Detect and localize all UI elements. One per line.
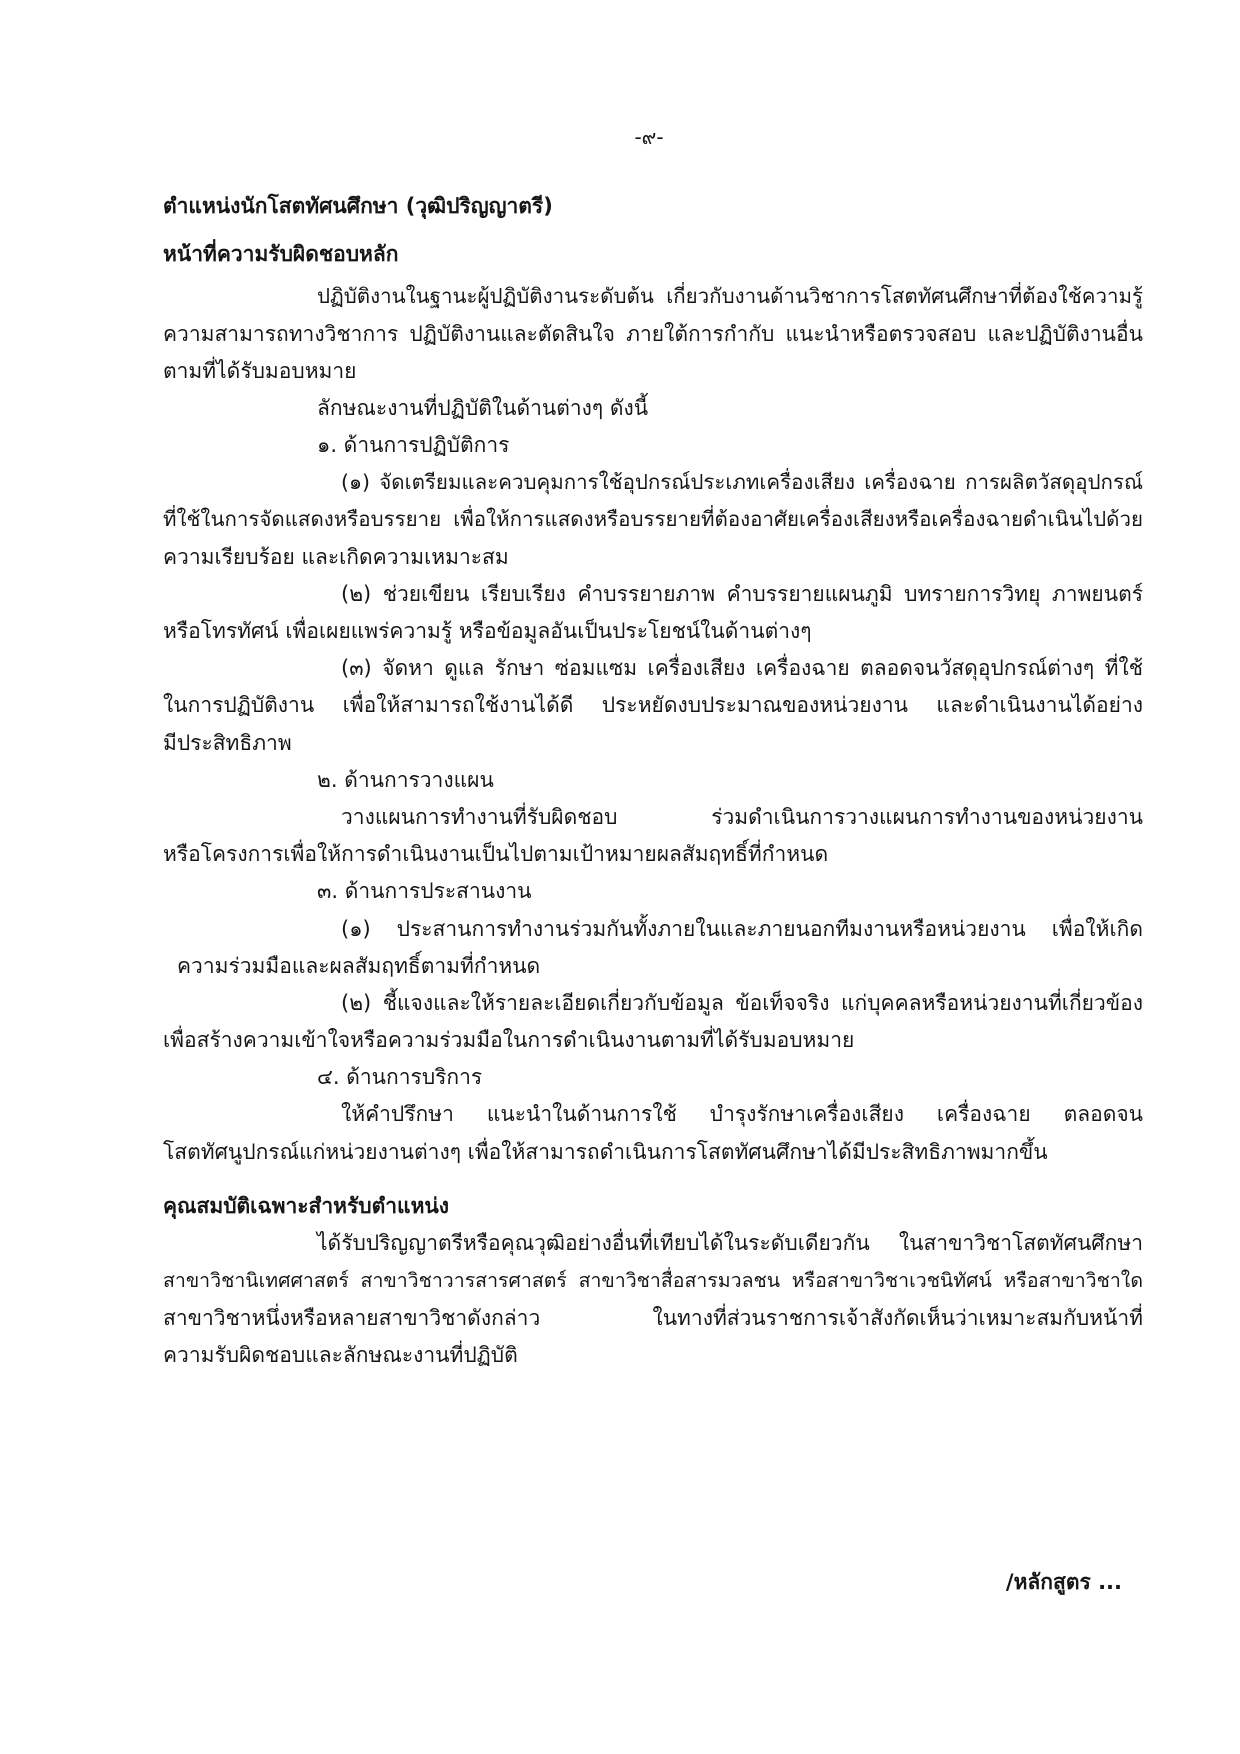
list-item-line: (๒) ช่วยเขียน เรียบเรียง คำบรรยายภาพ คำบรรยายแผนภูมิ บทรายการวิทยุ ภาพยนตร์: [341, 581, 1143, 606]
work-areas-intro: ลักษณะงานที่ปฏิบัติในด้านต่างๆ ดังนี้: [317, 395, 649, 420]
list-item: [163, 799, 1143, 873]
area-heading-operations: ๑. ด้านการปฏิบัติการ: [317, 433, 510, 458]
document-body: [163, 188, 1143, 1374]
list-item-line: เพื่อสร้างความเข้าใจหรือความร่วมมือในการดำเนินงานตามที่ได้รับมอบหมาย: [163, 1028, 855, 1053]
list-item-line: โสตทัศนูปกรณ์แก่หน่วยงานต่างๆ เพื่อให้สามารถดำเนินการโสตทัศนศึกษาได้มีประสิทธิภาพมากขึ้น: [163, 1139, 1048, 1164]
area-heading-service: ๔. ด้านการบริการ: [317, 1065, 483, 1090]
list-item-line: มีประสิทธิภาพ: [163, 730, 292, 755]
list-item: [163, 650, 1143, 762]
page-number: -๙-: [634, 125, 664, 149]
qualifications-line: สาขาวิชาหนึ่งหรือหลายสาขาวิชาดังกล่าว ในทางที่ส่วนราชการเจ้าสังกัดเห็นว่าเหมาะสมกับหน้าที่: [163, 1305, 1143, 1330]
qualifications-heading: คุณสมบัติเฉพาะสำหรับตำแหน่ง: [163, 1194, 450, 1219]
list-item: [163, 1096, 1143, 1170]
list-item-line: วางแผนการทำงานที่รับผิดชอบ ร่วมดำเนินการวางแผนการทำงานของหน่วยงาน: [341, 804, 1143, 829]
list-item-line: หรือโครงการเพื่อให้การดำเนินงานเป็นไปตามเป้าหมายผลสัมฤทธิ์ที่กำหนด: [163, 842, 829, 867]
responsibilities-intro: [163, 278, 1143, 390]
list-item: [163, 576, 1143, 650]
position-title: ตำแหน่งนักโสตทัศนศึกษา (วุฒิปริญญาตรี): [163, 194, 553, 218]
list-item-line: (๑) จัดเตรียมและควบคุมการใช้อุปกรณ์ประเภทเครื่องเสียง เครื่องฉาย การผลิตวัสดุอุปกรณ์: [341, 470, 1143, 495]
area-heading-coordination: ๓. ด้านการประสานงาน: [317, 879, 532, 904]
qualifications-paragraph: [163, 1225, 1143, 1374]
qualifications-line: ความรับผิดชอบและลักษณะงานที่ปฏิบัติ: [163, 1342, 518, 1367]
list-item-line: ความร่วมมือและผลสัมฤทธิ์ตามที่กำหนด: [177, 953, 541, 978]
list-item-line: (๓) จัดหา ดูแล รักษา ซ่อมแซม เครื่องเสียง เครื่องฉาย ตลอดจนวัสดุอุปกรณ์ต่างๆ ที่ใช้: [341, 656, 1143, 681]
next-page-continuation: /หลักสูตร ...: [1005, 1570, 1122, 1594]
area-heading-planning: ๒. ด้านการวางแผน: [317, 767, 494, 792]
qualifications-line: ได้รับปริญญาตรีหรือคุณวุฒิอย่างอื่นที่เทียบได้ในระดับเดียวกัน ในสาขาวิชาโสตทัศนศึกษา: [317, 1231, 1143, 1256]
paragraph-line: ความสามารถทางวิชาการ ปฏิบัติงานและตัดสินใจ ภายใต้การกำกับ แนะนำหรือตรวจสอบ และปฏิบัติงานอื่น: [163, 321, 1143, 346]
list-item-line: ในการปฏิบัติงาน เพื่อให้สามารถใช้งานได้ดี ประหยัดงบประมาณของหน่วยงาน และดำเนินงานได้อย่าง: [163, 693, 1143, 718]
paragraph-line: ตามที่ได้รับมอบหมาย: [163, 358, 357, 383]
list-item: [163, 464, 1143, 576]
list-item-line: (๒) ชี้แจงและให้รายละเอียดเกี่ยวกับข้อมูล ข้อเท็จจริง แก่บุคคลหรือหน่วยงานที่เกี่ยวข้อง: [341, 990, 1143, 1015]
list-item-line: ที่ใช้ในการจัดแสดงหรือบรรยาย เพื่อให้การแสดงหรือบรรยายที่ต้องอาศัยเครื่องเสียงหรือเครื่องฉายดำเนินไปด้วย: [163, 507, 1143, 532]
list-item-line: (๑) ประสานการทำงานร่วมกันทั้งภายในและภายนอกทีมงานหรือหน่วยงาน เพื่อให้เกิด: [341, 916, 1143, 941]
list-item-line: หรือโทรทัศน์ เพื่อเผยแพร่ความรู้ หรือข้อมูลอันเป็นประโยชน์ในด้านต่างๆ: [163, 619, 812, 644]
paragraph-line: ปฏิบัติงานในฐานะผู้ปฏิบัติงานระดับต้น เกี่ยวกับงานด้านวิชาการโสตทัศนศึกษาที่ต้องใช้ความรู้: [317, 284, 1143, 309]
list-item-line: ความเรียบร้อย และเกิดความเหมาะสม: [163, 544, 509, 569]
list-item: [163, 985, 1143, 1059]
qualifications-line: สาขาวิชานิเทศศาสตร์ สาขาวิชาวารสารศาสตร์ สาขาวิชาสื่อสารมวลชน หรือสาขาวิชาเวชนิทัศน์ หรือสาขาวิชาใด: [163, 1269, 1143, 1293]
list-item-line: ให้คำปรึกษา แนะนำในด้านการใช้ บำรุงรักษาเครื่องเสียง เครื่องฉาย ตลอดจน: [341, 1102, 1143, 1127]
list-item: [163, 911, 1143, 985]
responsibilities-heading: หน้าที่ความรับผิดชอบหลัก: [163, 242, 399, 267]
